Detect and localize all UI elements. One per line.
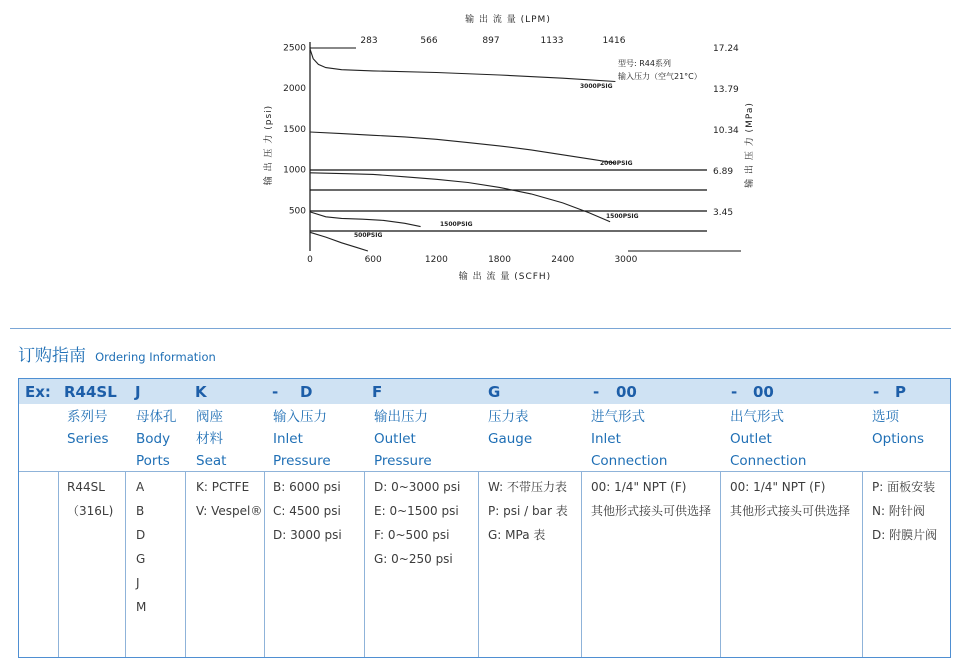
column-value: P: psi / bar 表 — [488, 504, 568, 518]
column-value: （316L) — [67, 504, 114, 518]
curve-line — [310, 49, 615, 82]
column-value: R44SL — [67, 480, 105, 494]
column-header — [591, 406, 667, 472]
column-header-line: Connection — [591, 453, 668, 469]
order-code: D — [300, 383, 313, 401]
order-code: - — [272, 383, 279, 401]
column-value: 其他形式接头可供选择 — [730, 504, 851, 518]
column-separator — [364, 471, 365, 657]
pressure-flow-chart — [0, 0, 969, 300]
column-header-line: 母体孔 — [136, 409, 177, 425]
column-header-line: Inlet — [591, 431, 621, 447]
legend-model: 型号: R44系列 — [618, 59, 671, 68]
curve-label: 1500PSIG — [606, 213, 639, 220]
column-header — [196, 406, 226, 472]
top-x-tick-label: 897 — [482, 36, 500, 46]
column-separator — [478, 471, 479, 657]
right-y-tick-label: 17.24 — [713, 44, 739, 54]
column-separator — [862, 471, 863, 657]
column-value: K: PCTFE — [196, 480, 250, 494]
column-header-line: 输入压力 — [273, 409, 327, 425]
top-x-tick-label: 283 — [360, 36, 378, 46]
column-header-line: Outlet — [374, 431, 416, 447]
column-header — [488, 406, 532, 450]
column-value: W: 不带压力表 — [488, 480, 568, 494]
column-header-line: Body — [136, 431, 171, 447]
column-header — [730, 406, 806, 472]
column-separator — [264, 471, 265, 657]
column-values — [730, 475, 850, 523]
curve-label: 3000PSIG — [580, 83, 613, 90]
column-value: D: 3000 psi — [273, 528, 342, 542]
column-header-line: Series — [67, 431, 109, 447]
column-value: G: 0~250 psi — [374, 552, 453, 566]
column-header-line: 输出压力 — [374, 409, 428, 425]
top-x-tick-labels — [360, 36, 625, 46]
column-header — [136, 406, 177, 472]
bottom-x-tick-label: 1200 — [424, 255, 448, 265]
column-value: B: 6000 psi — [273, 480, 341, 494]
column-value: 其他形式接头可供选择 — [591, 504, 712, 518]
column-separator — [720, 471, 721, 657]
bottom-x-tick-label: 2400 — [551, 255, 575, 265]
curve-line — [310, 212, 421, 227]
curve-line — [310, 132, 615, 163]
order-code: J — [135, 383, 141, 401]
left-y-tick-label: 500 — [288, 206, 306, 217]
column-value: E: 0~1500 psi — [374, 504, 459, 518]
left-y-tick-label: 2500 — [283, 43, 306, 54]
column-header-line: Gauge — [488, 431, 533, 447]
curve-label: 500PSIG — [354, 232, 383, 239]
column-header-line: Pressure — [374, 453, 432, 469]
column-values — [488, 475, 568, 547]
right-y-tick-label: 13.79 — [713, 85, 739, 95]
column-header-line: 出气形式 — [730, 409, 784, 425]
bottom-x-axis-title: 输 出 流 量 (SCFH) — [458, 272, 552, 282]
column-header-line: Ports — [136, 453, 170, 469]
column-header-line: 进气形式 — [591, 409, 645, 425]
column-header-line: 材料 — [196, 431, 223, 447]
column-header-line: Inlet — [273, 431, 303, 447]
right-y-axis-title: 输 出 压 力 (MPa) — [745, 102, 755, 188]
order-code: - — [873, 383, 880, 401]
column-value: J — [136, 576, 140, 590]
order-code: Ex: — [25, 383, 51, 401]
column-value: B — [136, 504, 145, 518]
column-value: D: 附膜片阀 — [872, 528, 938, 542]
bottom-x-tick-label: 1800 — [488, 255, 511, 265]
legend-inlet-pressure: 输入压力（空气21°C） — [618, 72, 702, 81]
order-code: F — [372, 383, 383, 401]
column-header-line: 系列号 — [67, 409, 108, 425]
column-value: D — [136, 528, 146, 542]
column-separator — [185, 471, 186, 657]
curve-line — [310, 173, 610, 222]
right-y-tick-labels — [713, 44, 739, 218]
column-header-line: 阀座 — [196, 409, 223, 425]
left-y-axis-title: 输 出 压 力 (psi) — [264, 104, 274, 186]
right-y-tick-label: 3.45 — [713, 208, 734, 218]
order-code: R44SL — [64, 383, 117, 401]
top-x-tick-label: 566 — [420, 36, 438, 46]
right-y-tick-label: 6.89 — [713, 167, 734, 177]
column-value: F: 0~500 psi — [374, 528, 450, 542]
column-values — [196, 475, 262, 523]
section-title-zh: 订购指南 — [18, 346, 86, 366]
bottom-x-tick-labels — [307, 255, 637, 265]
bottom-x-tick-label: 3000 — [614, 255, 638, 265]
curve-label: 1500PSIG — [440, 221, 473, 228]
order-code: - — [731, 383, 738, 401]
order-code: 00 — [753, 383, 774, 401]
left-y-tick-label: 2000 — [283, 84, 306, 94]
section-title-en: Ordering Information — [95, 350, 216, 364]
top-x-axis-title: 输 出 流 量 (LPM) — [465, 15, 551, 25]
order-code: G — [488, 383, 501, 401]
column-value: D: 0~3000 psi — [374, 480, 461, 494]
bottom-x-tick-label: 600 — [364, 255, 382, 265]
column-values — [591, 475, 711, 523]
column-values — [872, 475, 937, 547]
column-value: G: MPa 表 — [488, 528, 546, 542]
section-divider — [10, 328, 951, 329]
column-value: P: 面板安装 — [872, 480, 936, 494]
column-separator — [581, 471, 582, 657]
column-values — [374, 475, 460, 571]
column-header-line: Connection — [730, 453, 807, 469]
column-value: M — [136, 600, 147, 614]
column-values — [136, 475, 146, 619]
column-separator — [58, 471, 59, 657]
column-separator — [125, 471, 126, 657]
column-value: 00: 1/4" NPT (F) — [591, 480, 687, 494]
column-value: V: Vespel® — [196, 504, 263, 518]
column-header-line: 压力表 — [488, 409, 529, 425]
column-value: 00: 1/4" NPT (F) — [730, 480, 826, 494]
column-header — [374, 406, 432, 472]
order-code: K — [195, 383, 207, 401]
column-values — [67, 475, 113, 523]
curve-label: 2000PSIG — [600, 160, 633, 167]
column-header-line: Outlet — [730, 431, 772, 447]
column-header-line: Seat — [196, 453, 227, 469]
column-header-line: Options — [872, 431, 925, 447]
column-header — [273, 406, 331, 472]
left-y-tick-label: 1500 — [283, 124, 306, 135]
column-values — [273, 475, 342, 547]
column-value: N: 附针阀 — [872, 504, 925, 518]
column-header — [872, 406, 924, 450]
column-value: G — [136, 552, 146, 566]
order-code: 00 — [616, 383, 637, 401]
column-value: A — [136, 480, 145, 494]
section-title — [18, 341, 216, 366]
order-code: - — [593, 383, 600, 401]
bottom-x-tick-label: 0 — [307, 255, 313, 265]
right-y-tick-label: 10.34 — [713, 126, 739, 136]
column-header-line: 选项 — [872, 409, 899, 425]
order-code: P — [895, 383, 906, 401]
code-band — [19, 379, 950, 404]
column-header-line: Pressure — [273, 453, 331, 469]
left-y-tick-label: 1000 — [283, 165, 306, 176]
top-x-tick-label: 1416 — [602, 36, 626, 46]
left-y-tick-labels — [283, 43, 306, 216]
top-x-tick-label: 1133 — [540, 36, 564, 46]
ordering-table — [18, 378, 951, 658]
column-header — [67, 406, 109, 450]
column-value: C: 4500 psi — [273, 504, 341, 518]
